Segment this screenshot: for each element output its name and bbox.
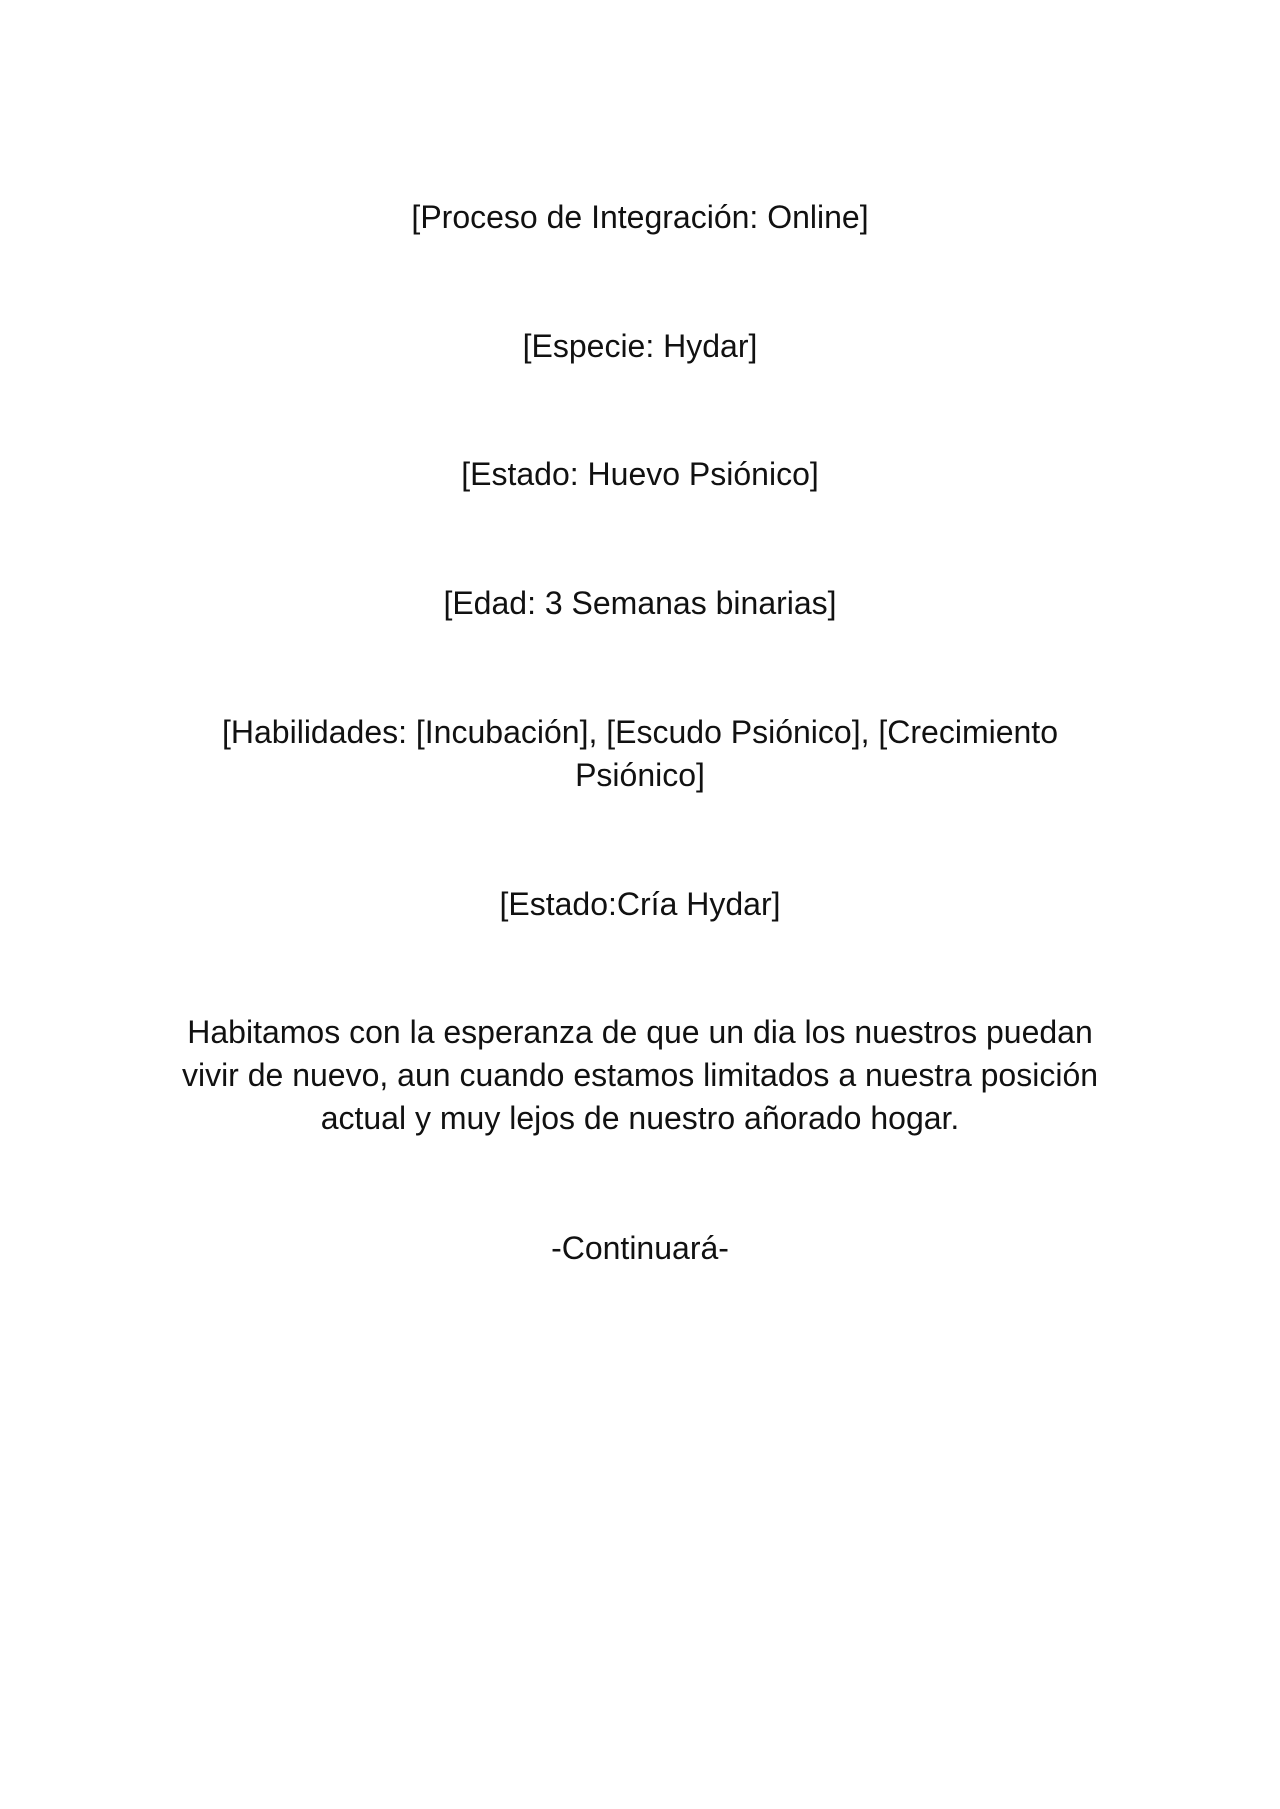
state-egg-line: [Estado: Huevo Psiónico] xyxy=(461,456,819,492)
story-paragraph: Habitamos con la esperanza de que un dia los nuestros puedan vivir de nuevo, aun cuando estamos limitados a nuestra posición actual y muy lejos de nuestro añorado hogar. xyxy=(181,1014,1099,1136)
continued-line: -Continuará- xyxy=(551,1230,729,1266)
integration-status-line: [Proceso de Integración: Online] xyxy=(411,199,869,235)
abilities-line: [Habilidades: [Incubación], [Escudo Psiónico], [Crecimiento Psiónico] xyxy=(222,714,1058,793)
species-line: [Especie: Hydar] xyxy=(522,328,758,364)
age-line: [Edad: 3 Semanas binarias] xyxy=(443,585,837,621)
state-hatchling-line: [Estado:Cría Hydar] xyxy=(499,886,781,922)
